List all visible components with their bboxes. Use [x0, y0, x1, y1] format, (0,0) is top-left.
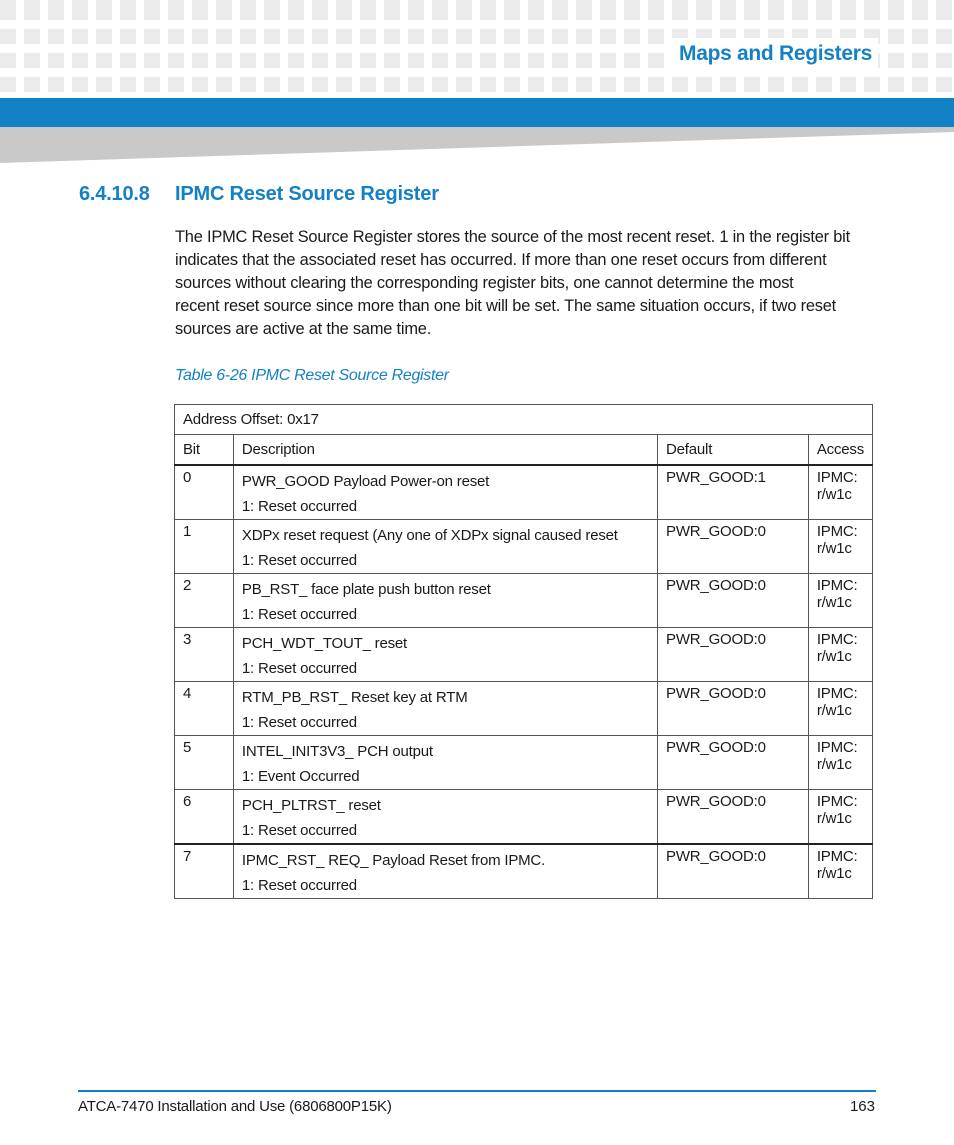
table-row: [175, 574, 873, 628]
paragraph-line: The IPMC Reset Source Register stores the source of the most recent reset. 1 in the register bit: [175, 228, 850, 246]
bit-cell: 3: [175, 628, 234, 682]
bit-cell: 2: [175, 574, 234, 628]
access-cell: IPMC: r/w1c: [808, 574, 872, 628]
description-cell: [233, 682, 657, 736]
header-default: Default: [658, 435, 809, 466]
default-cell: PWR_GOOD:0: [658, 790, 809, 845]
access-cell: IPMC: r/w1c: [808, 844, 872, 899]
access-cell: IPMC: r/w1c: [808, 520, 872, 574]
table-caption: Table 6-26 IPMC Reset Source Register: [175, 367, 449, 384]
description-text: PCH_WDT_TOUT_ reset: [241, 635, 408, 652]
paragraph-line: recent reset source since more than one bit will be set. The same situation occurs, if two reset: [175, 297, 837, 315]
paragraph-line: indicates that the associated reset has occurred. If more than one reset occurs from different: [175, 251, 827, 269]
description-cell: [233, 628, 657, 682]
bit-cell: 1: [175, 520, 234, 574]
table-row: [175, 465, 873, 520]
address-offset-row: [175, 405, 873, 435]
description-cell: [233, 844, 657, 899]
default-cell: PWR_GOOD:0: [658, 574, 809, 628]
default-cell: PWR_GOOD:1: [658, 465, 809, 520]
description-text: RTM_PB_RST_ Reset key at RTM: [241, 689, 468, 706]
address-offset-cell: Address Offset: 0x17: [175, 405, 873, 435]
description-value: 1: Reset occurred: [241, 552, 357, 569]
table-row: [175, 628, 873, 682]
description-text: PCH_PLTRST_ reset: [241, 797, 381, 814]
default-cell: PWR_GOOD:0: [658, 736, 809, 790]
header-blue-band: [0, 98, 954, 127]
access-cell: IPMC: r/w1c: [808, 790, 872, 845]
description-cell: [233, 520, 657, 574]
paragraph-line: sources are active at the same time.: [175, 320, 432, 338]
description-cell: [233, 790, 657, 845]
table-header-row: [175, 435, 873, 466]
description-cell: [233, 574, 657, 628]
description-text: XDPx reset request (Any one of XDPx signal caused reset: [241, 527, 618, 544]
bit-cell: 5: [175, 736, 234, 790]
description-paragraph: [175, 226, 875, 341]
description-value: 1: Reset occurred: [241, 660, 357, 677]
bit-cell: 4: [175, 682, 234, 736]
bit-cell: 6: [175, 790, 234, 845]
table-row: [175, 790, 873, 845]
footer-rule: [78, 1090, 876, 1092]
header-pattern-gap: [0, 20, 954, 29]
default-cell: PWR_GOOD:0: [658, 628, 809, 682]
access-cell: IPMC: r/w1c: [808, 736, 872, 790]
description-cell: [233, 736, 657, 790]
description-value: 1: Event Occurred: [241, 768, 360, 785]
description-text: INTEL_INIT3V3_ PCH output: [241, 743, 433, 760]
description-value: 1: Reset occurred: [241, 498, 357, 515]
description-value: 1: Reset occurred: [241, 822, 357, 839]
access-cell: IPMC: r/w1c: [808, 465, 872, 520]
header-bit: Bit: [175, 435, 234, 466]
bit-cell: 7: [175, 844, 234, 899]
description-text: PWR_GOOD Payload Power-on reset: [241, 473, 490, 490]
chapter-title: Maps and Registers: [679, 42, 872, 65]
section-title: IPMC Reset Source Register: [175, 183, 439, 205]
footer-document-title: ATCA-7470 Installation and Use (6806800P15K): [78, 1098, 392, 1115]
description-text: PB_RST_ face plate push button reset: [241, 581, 491, 598]
page-number: 163: [849, 1098, 875, 1115]
table-row: [175, 736, 873, 790]
access-cell: IPMC: r/w1c: [808, 628, 872, 682]
table-row: [175, 520, 873, 574]
default-cell: PWR_GOOD:0: [658, 844, 809, 899]
bit-cell: 0: [175, 465, 234, 520]
section-heading: [79, 183, 439, 206]
description-text: IPMC_RST_ REQ_ Payload Reset from IPMC.: [241, 852, 546, 869]
description-value: 1: Reset occurred: [241, 606, 357, 623]
header-grey-wedge: [0, 127, 954, 163]
paragraph-line: sources without clearing the corresponding register bits, one cannot determine the most: [175, 274, 794, 292]
table-row: [175, 682, 873, 736]
description-value: 1: Reset occurred: [241, 877, 357, 894]
description-cell: [233, 465, 657, 520]
table-row: [175, 844, 873, 899]
header-access: Access: [808, 435, 872, 466]
register-table: [174, 404, 873, 899]
access-cell: IPMC: r/w1c: [808, 682, 872, 736]
section-number: 6.4.10.8: [79, 183, 150, 205]
default-cell: PWR_GOOD:0: [658, 682, 809, 736]
description-value: 1: Reset occurred: [241, 714, 357, 731]
default-cell: PWR_GOOD:0: [658, 520, 809, 574]
header-description: Description: [233, 435, 657, 466]
